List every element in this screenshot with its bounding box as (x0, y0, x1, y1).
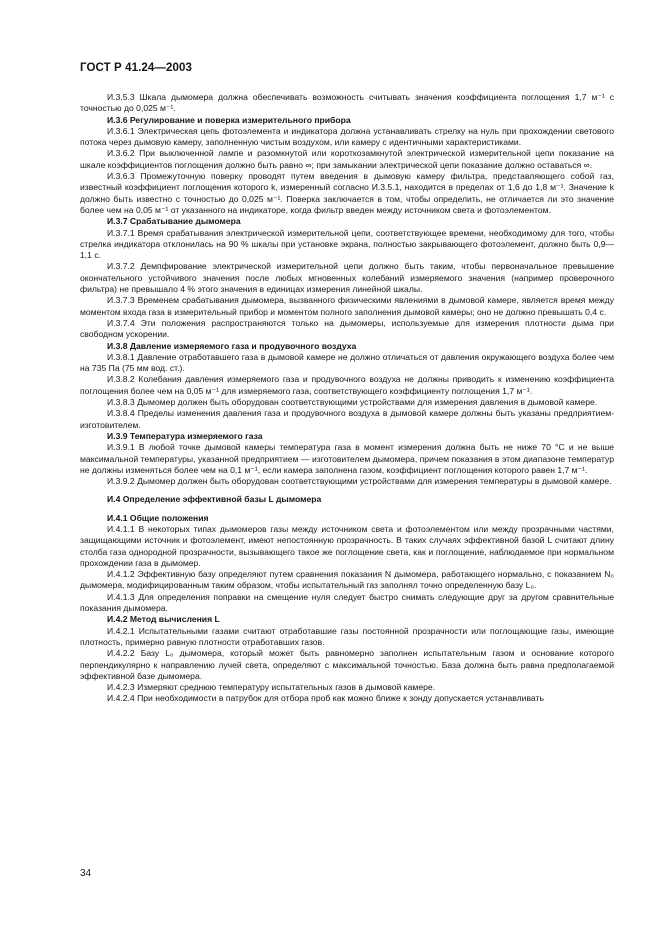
subsection-heading: И.4.2 Метод вычисления L (107, 614, 220, 625)
paragraph: И.4.2.3 Измеряют среднюю температуру испытательных газов в дымовой камере. (107, 682, 436, 693)
paragraph: И.3.8.2 Колебания давления измеряемого газа и продувочного воздуха не должны приводить к изменению коэффициента поглощения более чем на 0,05 м⁻¹ для измеряемого газа, соответствующего коэффициенту поглощения 1,7 м⁻¹. (80, 374, 614, 396)
paragraph: И.4.2.4 При необходимости в патрубок для отбора проб как можно ближе к зонду допускается устанавливать (107, 693, 544, 704)
subsection-heading: И.4.1 Общие положения (107, 512, 209, 523)
paragraph: И.3.6.2 При выключенной лампе и разомкнутой или короткозамкнутой электрической измерительной цепи показание на шкале коэффициентов поглощения должно быть равно ∞; при замыкании электрической цепи показание должно оставаться ∞. (80, 148, 614, 170)
paragraph: И.3.8.1 Давление отработавшего газа в дымовой камере не должно отличаться от давления окружающего воздуха более чем на 735 Па (75 мм вод. ст.). (80, 351, 614, 374)
paragraph: И.3.9.1 В любой точке дымовой камеры температура газа в момент измерения должна быть не ниже 70 °С и не выше максимальной температуры, указанной предприятием — изготовителем дымомера, причем показания в этом диапазоне температур не должны изменяться более чем на 0,1 м⁻¹, если камера заполнена газом, коэффициент поглощения которого равен 1,7 м⁻¹. (80, 442, 614, 475)
paragraph: И.3.7.1 Время срабатывания электрической измерительной цепи, соответствующее времени, необходимому для того, чтобы стрелка индикатора отклонилась на 90 % шкалы при установке экрана, полностью закрывающего фотоэлемент, должно быть 0,9—1,1 с. (80, 227, 614, 261)
paragraph: И.3.6.1 Электрическая цепь фотоэлемента и индикатора должна устанавливать стрелку на нуль при прохождении светового потока через дымовую камеру, заполненную чистым воздухом, или камеру с идентичными характеристиками. (80, 125, 614, 148)
paragraph: И.4.2.2 Базу L₀ дымомера, который может быть равномерно заполнен испытательным газом и основание которого перпендикулярно к направлению лучей света, определяют с максимальной точностью. База должна быть равна предполагаемой эффективной базе дымомера. (80, 648, 614, 681)
paragraph: И.4.1.2 Эффективную базу определяют путем сравнения показания N дымомера, работающего нормально, с показанием N₀ дымомера, модифицированным таким образом, чтобы испытательный газ заполнял точно определенную базу L₀. (80, 569, 614, 591)
paragraph: И.3.5.3 Шкала дымомера должна обеспечивать возможность считывать значения коэффициента поглощения 1,7 м⁻¹ с точностью до 0,025 м⁻¹. (80, 92, 614, 114)
paragraph: И.3.6.3 Промежуточную поверку проводят путем введения в дымовую камеру фильтра, представляющего собой газ, известный коэффициент поглощения которого k, измеренный согласно И.3.5.1, находится в пределах от 1,6 до 1,8 м⁻¹. Значение k должно быть известно с точностью до 0,025 м⁻¹. Поверка заключается в том, чтобы определить, не отличается ли это значение более чем на 0,05 м⁻¹ от указанного на индикаторе, когда фильтр введен между источником света и фотоэлементом. (80, 171, 614, 215)
paragraph: И.3.9.2 Дымомер должен быть оборудован соответствующими устройствами для измерения температуры в дымовой камере. (107, 476, 612, 487)
subsection-heading: И.3.7 Срабатывание дымомера (107, 216, 241, 227)
paragraph: И.4.1.3 Для определения поправки на смещение нуля следует быстро снимать следующие друг за другом сравнительные показания дымомера. (80, 591, 614, 614)
subsection-heading: И.3.9 Температура измеряемого газа (107, 430, 263, 441)
paragraph: И.3.7.3 Временем срабатывания дымомера, вызванного физическими явлениями в дымовой камере, является время между моментом входа газа в измерительный прибор и моментом полного заполнения дымовой камеры; оно не должно превышать 0,4 с. (80, 295, 614, 317)
document-body (80, 92, 614, 705)
paragraph: И.3.8.3 Дымомер должен быть оборудован соответствующими устройствами для измерения давления в дымовой камере. (107, 397, 598, 408)
section-heading: И.4 Определение эффективной базы L дымомера (107, 494, 322, 505)
page-number: 34 (80, 868, 92, 879)
subsection-heading: И.3.6 Регулирование и поверка измерительного прибора (107, 114, 351, 125)
document-header: ГОСТ Р 41.24—2003 (80, 62, 192, 74)
subsection-heading: И.3.8 Давление измеряемого газа и продувочного воздуха (107, 340, 357, 351)
paragraph: И.3.7.4 Эти положения распространяются только на дымомеры, используемые для измерения плотности дыма при свободном ускорении. (80, 317, 614, 340)
paragraph: И.3.8.4 Пределы изменения давления газа и продувочного воздуха в дымовой камере должны быть указаны предприятием-изготовителем. (80, 408, 614, 430)
paragraph: И.4.2.1 Испытательными газами считают отработавшие газы постоянной прозрачности или поглощающие газы, имеющие плотность, примерно равную плотности отработавших газов. (80, 625, 614, 647)
paragraph: И.4.1.1 В некоторых типах дымомеров газы между источником света и фотоэлементом или между прозрачными частями, защищающими источник и фотоэлемент, имеют непостоянную прозрачность. В таких случаях эффективной базой L считают длину столба газа однородной прозрачности, вызывающего такое же поглощение света, как и поглощение, наблюдаемое при нормальном прохождении газа в дымомер. (80, 523, 614, 568)
paragraph: И.3.7.2 Демпфирование электрической измерительной цепи должно быть таким, чтобы первоначальное превышение окончательного устойчивого значения после любых мгновенных колебаний измеряемого значения (например проверочного фильтра) не превышало 4 % этого значения в единицах измерения линейной шкалы. (80, 261, 614, 295)
